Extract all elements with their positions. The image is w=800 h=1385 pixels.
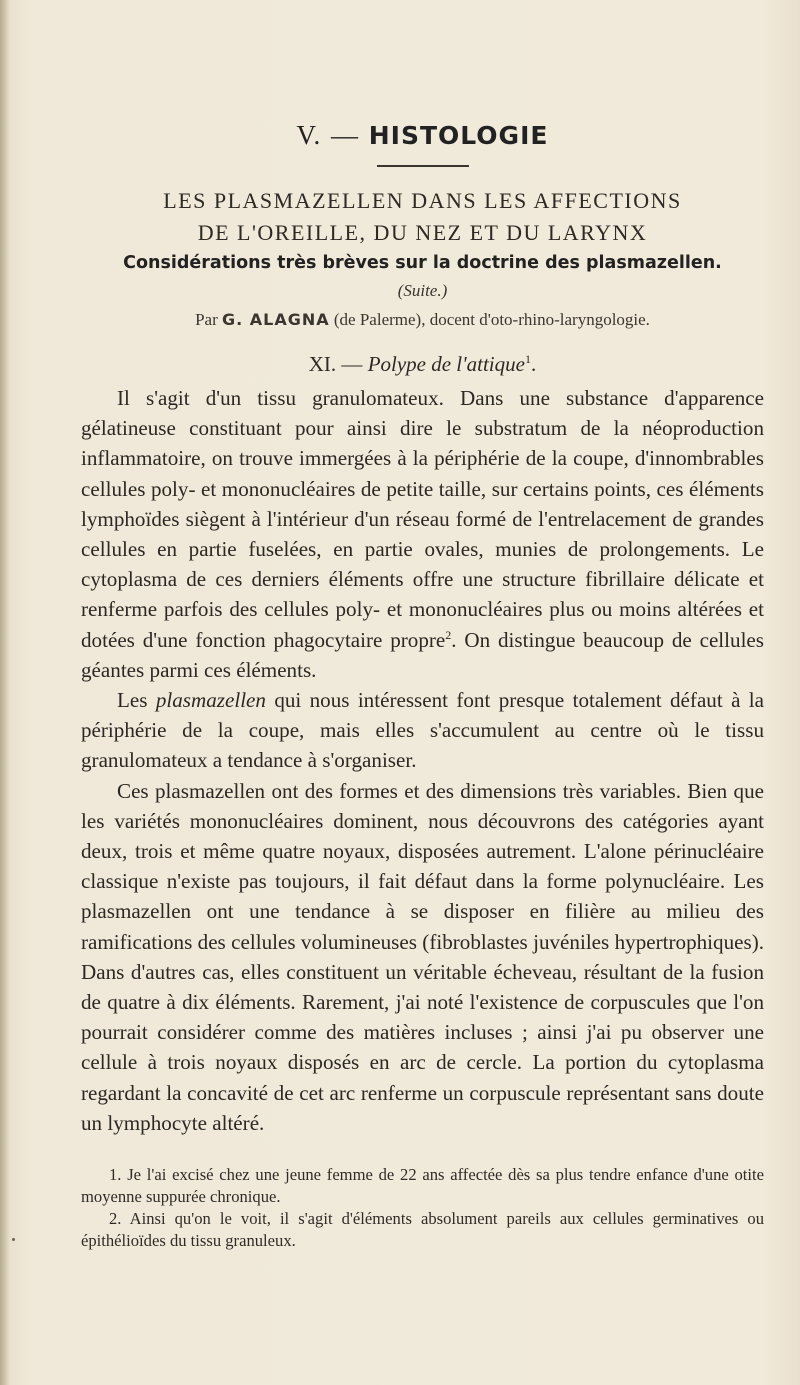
author-affiliation: (de Palerme), docent d'oto-rhino-laryngologie. bbox=[333, 310, 650, 329]
subsection-period: . bbox=[530, 352, 537, 376]
footnotes bbox=[81, 1164, 764, 1252]
section-number: V. bbox=[296, 120, 322, 150]
subsection-title: Polype de l'attique bbox=[367, 352, 525, 376]
byline-prefix: Par bbox=[195, 310, 218, 329]
paragraph-1-text: Il s'agit d'un tissu granulomateux. Dans une substance d'apparence gélatineuse constituant pour ainsi dire le substratum de la néoproduction inflammatoire, on trouve immergées à la périphérie de la coupe, d'innombrables cellules poly- et mononucléaires de petite taille, sur certains points, ces éléments lymphoïdes siègent à l'intérieur d'un réseau formé de l'entrelacement de grandes cellules en partie fuselées, en partie ovales, munies de prolongements. Le cytoplasma de ces derniers éléments offre une structure fibrillaire délicate et renferme parfois des cellules poly- et mononucléaires plus ou moins altérées et dotées d'une fonction phagocytaire propre bbox=[81, 386, 764, 652]
heading-rule bbox=[377, 165, 469, 167]
article-subtitle: Considérations très brèves sur la doctrine des plasmazellen. bbox=[123, 253, 722, 273]
section-title: HISTOLOGIE bbox=[368, 121, 549, 150]
footnote-ref-1: 1 bbox=[524, 352, 531, 366]
paragraph-2-start: Les bbox=[117, 688, 156, 713]
page-content bbox=[81, 110, 764, 1252]
paragraph-1-end: . On distingue beaucoup de cellules géantes parmi ces éléments. bbox=[81, 627, 764, 682]
section-dash: — bbox=[331, 120, 360, 150]
footnote-1: 1. Je l'ai excisé chez une jeune femme de 22 ans affectée dès sa plus tendre enfance d'une otite moyenne suppurée chronique. bbox=[81, 1165, 764, 1207]
paragraph-1 bbox=[81, 383, 764, 685]
article-title-line-1: LES PLASMAZELLEN DANS LES AFFECTIONS bbox=[163, 188, 682, 213]
body-text bbox=[81, 383, 764, 1138]
paragraph-2-term: plasmazellen bbox=[155, 688, 266, 713]
author-name: G. ALAGNA bbox=[221, 310, 330, 329]
continuation-note: (Suite.) bbox=[397, 281, 448, 300]
section-heading bbox=[81, 120, 764, 151]
article-title bbox=[81, 185, 764, 249]
ink-speck bbox=[12, 1238, 15, 1241]
paragraph-2 bbox=[81, 685, 764, 776]
article-title-line-2: DE L'OREILLE, DU NEZ ET DU LARYNX bbox=[197, 220, 648, 245]
subsection-heading bbox=[81, 352, 764, 377]
subsection-number: XI. — bbox=[308, 352, 363, 376]
byline bbox=[81, 310, 764, 330]
page-binding-edge bbox=[0, 0, 10, 1385]
paragraph-2-end: qui nous intéressent font presque totalement défaut à la périphérie de la coupe, mais elles s'accumulent au centre où le tissu granulomateux a tendance à s'organiser. bbox=[81, 688, 764, 773]
paragraph-3: Ces plasmazellen ont des formes et des dimensions très variables. Bien que les variétés mononucléaires dominent, nous découvrons des catégories ayant deux, trois et même quatre noyaux, disposées autrement. L'alone périnucléaire classique n'existe pas toujours, il fait défaut dans la forme polynucléaire. Les plasmazellen ont une tendance à se disposer en filière au milieu des ramifications des cellules volumineuses (fibroblastes juvéniles hypertrophiques). Dans d'autres cas, elles constituent un véritable écheveau, résultant de la fusion de quatre à dix éléments. Rarement, j'ai noté l'existence de corpuscules que l'on pourrait considérer comme des matières incluses ; ainsi j'ai pu observer une cellule à trois noyaux disposés en arc de cercle. La portion du cytoplasma regardant la concavité de cet arc renferme un corpuscule représentant sans doute un lymphocyte altéré. bbox=[81, 778, 764, 1135]
footnote-2: 2. Ainsi qu'on le voit, il s'agit d'éléments absolument pareils aux cellules germinatives ou épithélioïdes du tissu granuleux. bbox=[81, 1209, 764, 1251]
footnote-ref-2: 2 bbox=[445, 627, 452, 642]
